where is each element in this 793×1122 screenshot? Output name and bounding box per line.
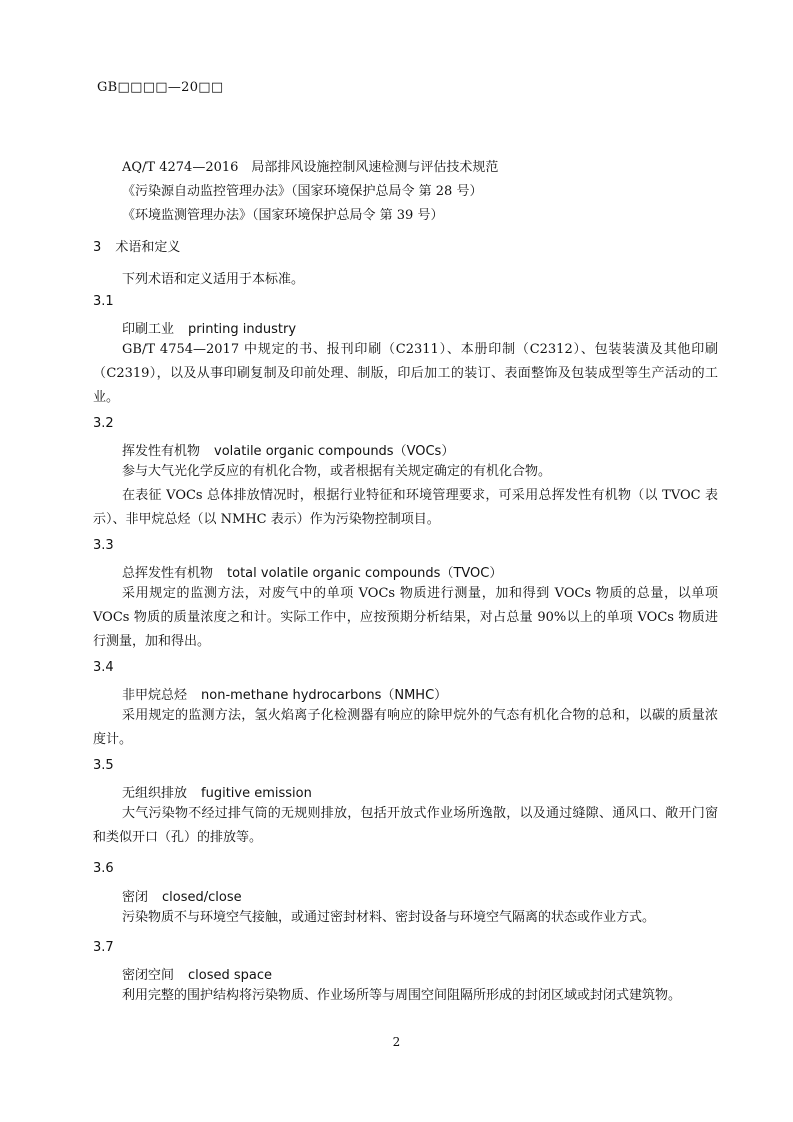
term-zh: 总挥发性有机物 [122,566,214,581]
term-heading [122,964,272,983]
term-en: fugitive emission [201,786,312,801]
term-en: volatile organic compounds（VOCs） [214,444,455,459]
term-number: 3.4 [93,660,114,675]
term-en: closed space [188,968,273,983]
standard-code-header: GB□□□□—20□□ [97,80,224,95]
term-heading [122,318,296,337]
term-number: 3.3 [93,538,114,553]
term-definition: 采用规定的监测方法，对废气中的单项 VOCs 物质进行测量，加和得到 VOCs 物质的总量，以单项 VOCs 物质的质量浓度之和计。实际工作中，应按预期分析结果，对占总量 90%以上的单项 VOCs 物质进行测量，加和得出。 [93,586,718,649]
term-heading [122,886,242,905]
term-number: 3.2 [93,416,114,431]
term-number: 3.7 [93,940,114,955]
term-zh: 密闭 [122,890,149,905]
section-heading [93,236,180,255]
page-number: 2 [392,1035,401,1049]
term-number: 3.5 [93,758,114,773]
term-definition: 大气污染物不经过排气筒的无规则排放，包括开放式作业场所逸散，以及通过缝隙、通风口、敞开门窗和类似开口（孔）的排放等。 [93,806,718,845]
term-zh: 非甲烷总烃 [122,688,188,703]
term-definition: 污染物质不与环境空气接触，或通过密封材料、密封设备与环境空气隔离的状态或作业方式。 [122,910,656,925]
term-en: total volatile organic compounds（TVOC） [227,566,503,581]
term-heading [122,562,502,581]
term-en: non-methane hydrocarbons（NMHC） [201,688,448,703]
term-en: printing industry [188,322,297,337]
term-number: 3.6 [93,861,114,876]
term-definition: 采用规定的监测方法，氢火焰离子化检测器有响应的除甲烷外的气态有机化合物的总和，以碳的质量浓度计。 [93,708,718,747]
section-number: 3 [93,240,102,255]
term-definition: 利用完整的围护结构将污染物质、作业场所等与周围空间阻隔所形成的封闭区域或封闭式建筑物。 [122,988,682,1003]
section-intro: 下列术语和定义适用于本标准。 [122,272,305,287]
term-note: 在表征 VOCs 总体排放情况时，根据行业特征和环境管理要求，可采用总挥发性有机物（以 TVOC 表示）、非甲烷总烃（以 NMHC 表示）作为污染物控制项目。 [93,488,718,527]
term-zh: 密闭空间 [122,968,175,983]
reference-item: 《污染源自动监控管理办法》（国家环境保护总局令 第 28 号） [122,184,483,199]
term-heading [122,440,454,459]
term-definition: 参与大气光化学反应的有机化合物，或者根据有关规定确定的有机化合物。 [122,464,552,479]
section-title: 术语和定义 [115,240,181,255]
term-number: 3.1 [93,294,114,309]
reference-item: 《环境监测管理办法》（国家环境保护总局令 第 39 号） [122,208,444,223]
term-heading [122,684,447,703]
term-en: closed/close [162,890,242,905]
term-heading [122,782,312,801]
term-definition: GB/T 4754—2017 中规定的书、报刊印刷（C2311）、本册印制（C2312）、包装装潢及其他印刷（C2319），以及从事印刷复制及印前处理、制版，印后加工的装订、表面整饰及包装成型等生产活动的工业。 [93,342,718,405]
term-zh: 挥发性有机物 [122,444,201,459]
term-zh: 无组织排放 [122,786,188,801]
term-zh: 印刷工业 [122,322,175,337]
reference-item: AQ/T 4274—2016 局部排风设施控制风速检测与评估技术规范 [122,160,499,175]
